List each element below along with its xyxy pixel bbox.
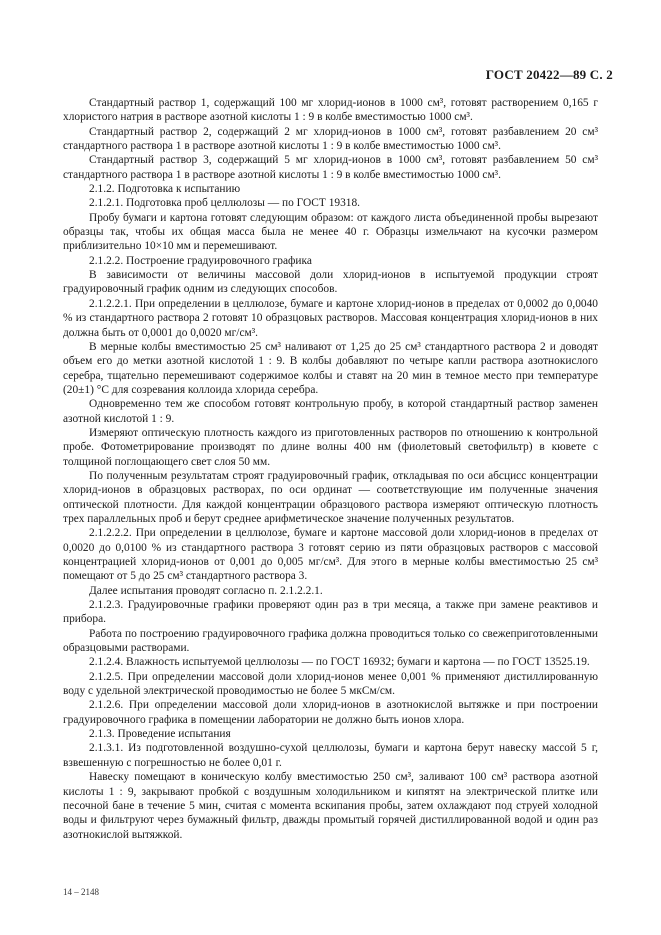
document-body [63,96,598,842]
paragraph-no-chlorine: 2.1.2.6. При определении массовой доли хлорид-ионов в азотнокислой вытяжке и при построении градуировочного графика в помещении лаборатории не должно быть ионов хлора. [63,699,598,726]
page-footer-code: 14 – 2148 [63,887,99,897]
paragraph-standard-solution-2: Стандартный раствор 2, содержащий 2 мг хлорид-ионов в 1000 см³, готовят разбавлением 20 см³ стандартного раствора 1 в растворе азотной кислоты 1 : 9 в колбе вместимостью 1000 см³. [63,125,598,153]
paragraph-distilled-water: 2.1.2.5. При определении массовой доли хлорид-ионов менее 0,001 % применяют дистиллированную воду с удельной электрической проводимостью не более 5 мкСм/см. [63,670,598,698]
paragraph-method-1: 2.1.2.2.1. При определении в целлюлозе, бумаге и картоне хлорид-ионов в пределах от 0,0002 до 0,0040 % из стандартного раствора 2 готовят 10 образцовых растворов. Массовая концентрация хлорид-ионов в них должна быть от 0,0001 до 0,0020 мг/см³. [63,297,598,339]
paragraph-sample-weight: 2.1.3.1. Из подготовленной воздушно-сухой целлюлозы, бумаги и картона берут навеску массой 5 г, взвешенную с погрешностью не более 0,01 г. [63,742,598,769]
paragraph-extraction: Навеску помещают в коническую колбу вместимостью 250 см³, заливают 100 см³ раствора азотной кислоты 1 : 9, закрывают пробкой с воздушным холодильником и кипятят на электрической плитке или песочной бане в течение 5 мин, считая с момента вскипания пробы, затем охлаждают под струей холодной воды и фильтруют через бумажный фильтр, дважды промытый горячей дистиллированной водой и один раз азотнокислой вытяжкой. [63,771,598,841]
paragraph-optical-density: Измеряют оптическую плотность каждого из приготовленных растворов по отношению к контрольной пробе. Фотометрирование производят по длине волны 400 нм (фиолетовый светофильтр) в кювете с толщиной поглощающего свет слоя 50 мм. [63,426,598,468]
paragraph-graph-check: 2.1.2.3. Градуировочные графики проверяют один раз в три месяца, а также при замене реактивов и прибора. [63,599,598,626]
paragraph-standard-solution-3: Стандартный раствор 3, содержащий 5 мг хлорид-ионов в 1000 см³, готовят разбавлением 50 см³ стандартного раствора 1 в растворе азотной кислоты 1 : 9 в колбе вместимостью 1000 см³. [63,154,598,181]
paragraph-fresh-solutions: Работа по построению градуировочного графика должна проводиться только со свежеприготовленными образцовыми растворами. [63,627,598,655]
paragraph-cellulose-sampling: 2.1.2.1. Подготовка проб целлюлозы — по ГОСТ 19318. [89,197,361,210]
paragraph-standard-solution-1: Стандартный раствор 1, содержащий 100 мг хлорид-ионов в 1000 см³, готовят растворением 0,165 г хлористого натрия в растворе азотной кислоты 1 : 9 в колбе вместимостью 1000 см³. [63,97,598,124]
paragraph-flasks: В мерные колбы вместимостью 25 см³ наливают от 1,25 до 25 см³ стандартного раствора 2 и доводят объем его до метки азотной кислотой 1 : 9. В колбы добавляют по четыре капли раствора азотнокислого серебра, тщательно перемешивают содержимое колбы и ставят на 20 мин в темное место при температуре (20±1) °С для созревания коллоида хлорида серебра. [63,340,598,396]
paragraph-method-2: 2.1.2.2.2. При определении в целлюлозе, бумаге и картоне массовой доли хлорид-ионов в пределах от 0,0020 до 0,0100 % из стандартного раствора 3 готовят серию из пяти образцовых растворов с массовой концентрацией хлорид-ионов от 0,001 до 0,005 мг/см³. Для этого в мерные колбы вместимостью 25 см³ помещают от 5 до 25 см³ стандартного раствора 3. [63,527,598,583]
page-header: ГОСТ 20422—89 С. 2 [485,67,613,82]
paragraph-control-sample: Одновременно тем же способом готовят контрольную пробу, в которой стандартный раствор заменен азотной кислотой 1 : 9. [63,398,598,425]
paragraph-further-tests: Далее испытания проводят согласно п. 2.1.2.2.1. [89,584,323,597]
section-heading-calibration: 2.1.2.2. Построение градуировочного графика [89,254,312,267]
paragraph-moisture: 2.1.2.4. Влажность испытуемой целлюлозы — по ГОСТ 16932; бумаги и картона — по ГОСТ 13525.19. [89,656,590,669]
paragraph-calibration-methods: В зависимости от величины массовой доли хлорид-ионов в испытуемой продукции строят градуировочный график одним из следующих способов. [63,269,598,296]
paragraph-paper-sampling: Пробу бумаги и картона готовят следующим образом: от каждого листа объединенной пробы вырезают образцы так, чтобы их общая масса была не менее 40 г. Образцы измельчают на кусочки размером приблизительно 10×10 мм и перемешивают. [63,211,598,253]
section-heading-preparation: 2.1.2. Подготовка к испытанию [89,183,241,196]
section-heading-testing: 2.1.3. Проведение испытания [89,728,231,741]
paragraph-graph-building: По полученным результатам строят градуировочный график, откладывая по оси абсцисс концентрации хлорид-ионов в образцовых растворах, по оси ординат — соответствующие им полученные значения оптической плотности. Для каждой концентрации образцового раствора измеряют оптическую плотность трех параллельных проб и берут среднее арифметическое значение полученных результатов. [63,469,598,525]
